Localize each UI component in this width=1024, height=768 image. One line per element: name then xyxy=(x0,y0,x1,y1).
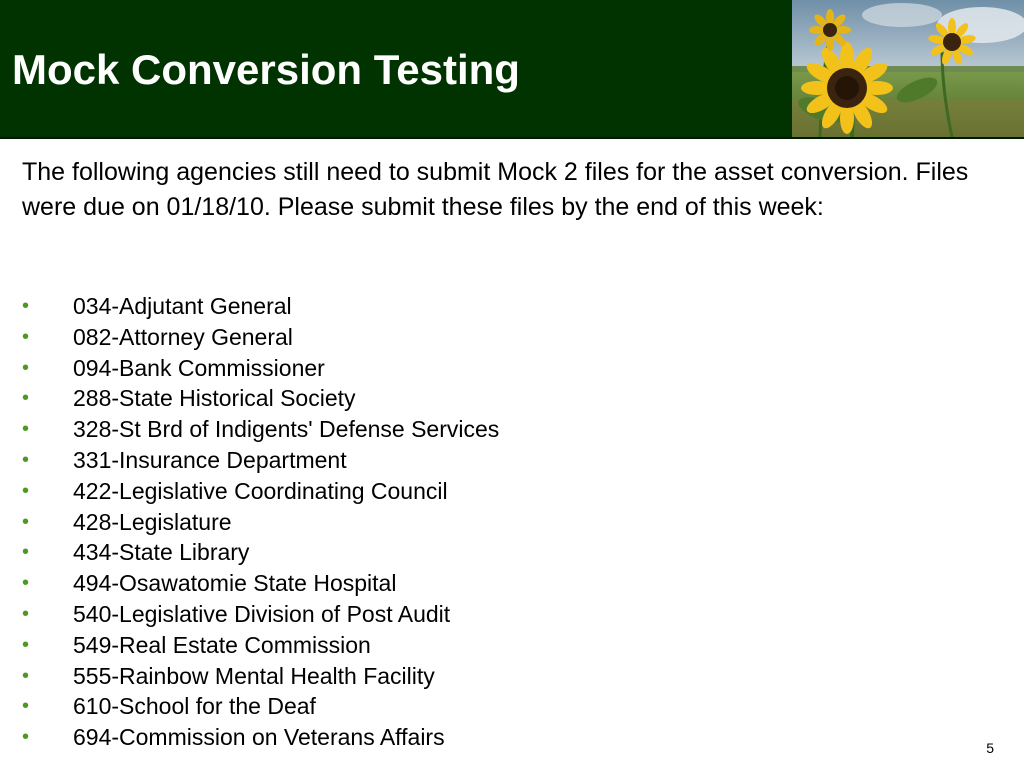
agency-label: 428-Legislature xyxy=(73,508,232,535)
bullet-icon: • xyxy=(22,541,30,564)
bullet-icon: • xyxy=(22,572,30,595)
sunflower-photo xyxy=(792,0,1024,137)
agency-label: 094-Bank Commissioner xyxy=(73,354,325,381)
bullet-icon: • xyxy=(22,387,30,410)
bullet-icon: • xyxy=(22,510,30,533)
bullet-icon: • xyxy=(22,295,30,317)
bullet-icon: • xyxy=(22,325,30,348)
bullet-icon: • xyxy=(22,418,30,441)
agency-label: 288-State Historical Society xyxy=(73,385,356,412)
slide-title: Mock Conversion Testing xyxy=(12,46,520,93)
slide-header xyxy=(0,0,1024,139)
agency-label: 034-Adjutant General xyxy=(73,293,292,319)
agency-label: 434-State Library xyxy=(73,539,250,566)
bullet-icon: • xyxy=(22,356,30,379)
agency-label: 082-Attorney General xyxy=(73,323,293,350)
agency-label: 494-Osawatomie State Hospital xyxy=(73,570,397,597)
agency-label: 422-Legislative Coordinating Council xyxy=(73,477,448,504)
bullet-icon: • xyxy=(22,479,30,502)
bullet-icon: • xyxy=(22,695,30,718)
agency-label: 555-Rainbow Mental Health Facility xyxy=(73,662,435,689)
bullet-icon: • xyxy=(22,448,30,471)
agency-label: 328-St Brd of Indigents' Defense Services xyxy=(73,416,500,443)
page-number: 5 xyxy=(986,740,994,756)
bullet-icon: • xyxy=(22,726,30,749)
agency-label: 610-School for the Deaf xyxy=(73,693,316,720)
bullet-icon: • xyxy=(22,664,30,687)
bullet-icon: • xyxy=(22,602,30,625)
agency-label: 540-Legislative Division of Post Audit xyxy=(73,600,451,627)
bullet-icon: • xyxy=(22,633,30,656)
agency-label: 549-Real Estate Commission xyxy=(73,631,371,658)
header-divider xyxy=(0,137,1024,139)
agency-label: 694-Commission on Veterans Affairs xyxy=(73,724,445,751)
agency-label: 331-Insurance Department xyxy=(73,446,347,473)
intro-paragraph: The following agencies still need to submit Mock 2 files for the asset conversion. Files were due on 01/18/10. Please submit these files by the end of this week: xyxy=(22,158,969,221)
